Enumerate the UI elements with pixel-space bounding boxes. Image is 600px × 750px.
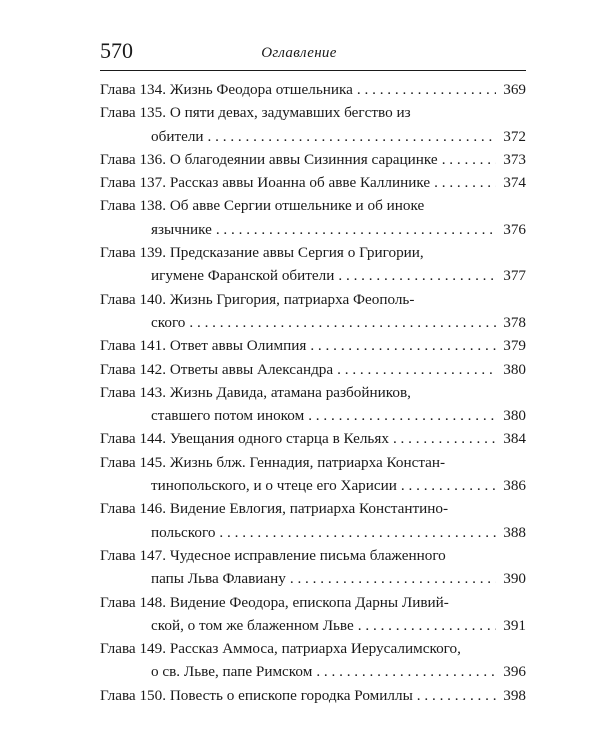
toc-entry-line [100,684,526,707]
toc-entry-title: Глава 144. Увещания одного старца в Кельях [100,430,389,448]
toc-entry [100,497,526,544]
toc-entry-title: польского [151,523,216,541]
toc-entry-title: тинопольского, и о чтеце его Харисии [151,477,397,495]
dot-leader [417,684,496,707]
toc-entry-line [100,497,526,520]
toc-entry [100,78,526,101]
toc-entry-title: Глава 142. Ответы аввы Александра [100,360,334,378]
toc-entry [100,288,526,335]
toc-entry-line [100,381,526,404]
toc-entry-title: Глава 140. Жизнь Григория, патриарха Феополь- [100,290,415,308]
toc-entry [100,194,526,241]
dot-leader [208,125,496,148]
toc-entry-title: Глава 150. Повесть о епископе городка Ромиллы [100,686,413,704]
toc-entry-continuation [100,125,526,148]
toc-entry-title: ской, о том же блаженном Льве [151,616,354,634]
toc-entry-line [100,427,526,450]
toc-entry-page: 376 [503,220,526,238]
toc-entry-title: Глава 136. О благодеянии аввы Сизинния сарацинке [100,150,438,168]
dot-leader [189,311,496,334]
toc-entry-page: 388 [503,523,526,541]
toc-entry-title: Глава 141. Ответ аввы Олимпия [100,337,307,355]
dot-leader [393,427,496,450]
toc-entry-page: 390 [503,570,526,588]
toc-entry-line [100,288,526,311]
toc-entry-title: Глава 148. Видение Феодора, епископа Дарны Ливий- [100,593,449,611]
dot-leader [442,148,496,171]
page-header [100,38,498,68]
toc-entry-continuation [100,474,526,497]
toc-entry-page: 372 [503,127,526,145]
toc-entry-page: 380 [503,360,526,378]
toc-entry-page: 380 [503,407,526,425]
toc-entry-line [100,101,526,124]
toc-entry-title: о св. Льве, папе Римском [151,663,313,681]
toc-entry-continuation [100,521,526,544]
toc-entry-page: 396 [503,663,526,681]
dot-leader [308,404,496,427]
toc-entry-continuation [100,614,526,637]
toc-entry-line [100,78,526,101]
dot-leader [338,264,496,287]
toc-entry-line [100,591,526,614]
dot-leader [219,521,496,544]
running-title: Оглавление [261,45,337,61]
toc-entry-continuation [100,264,526,287]
toc-entry-continuation [100,567,526,590]
toc-entry-title: Глава 143. Жизнь Давида, атамана разбойников, [100,383,411,401]
toc-entry-page: 374 [503,174,526,192]
toc-entry-line [100,358,526,381]
dot-leader [310,334,496,357]
toc-entry-title: язычнике [151,220,212,238]
dot-leader [290,567,496,590]
dot-leader [216,218,496,241]
toc-entry-line [100,241,526,264]
toc-entry [100,241,526,288]
toc-entry-page: 379 [503,337,526,355]
toc-entry-continuation [100,660,526,683]
toc-entry-title: Глава 149. Рассказ Аммоса, патриарха Иерусалимского, [100,640,461,658]
toc-entry-page: 373 [503,150,526,168]
toc-entry-line [100,148,526,171]
toc-entry-continuation [100,218,526,241]
toc-entry-title: ставшего потом иноком [151,407,305,425]
toc-entry-title: Глава 146. Видение Евлогия, патриарха Константино- [100,500,449,518]
toc-entry-line [100,334,526,357]
toc-entry [100,381,526,428]
toc-entry [100,427,526,450]
dot-leader [401,474,496,497]
toc-entry [100,544,526,591]
toc-entry-page: 398 [503,686,526,704]
toc-entry-line [100,194,526,217]
toc-entry [100,171,526,194]
toc-entry-continuation [100,311,526,334]
toc-entry-page: 384 [503,430,526,448]
toc-entry-page: 391 [503,616,526,634]
toc-entry [100,451,526,498]
toc-entry-line [100,637,526,660]
dot-leader [434,171,496,194]
toc-entry-title: Глава 134. Жизнь Феодора отшельника [100,81,353,98]
toc-entry-continuation [100,404,526,427]
toc-entry-title: Глава 135. О пяти девах, задумавших бегство из [100,104,411,122]
toc-entry [100,101,526,148]
dot-leader [316,660,496,683]
toc-entry-title: Глава 138. Об авве Сергии отшельнике и об иноке [100,197,425,215]
toc-entry [100,148,526,171]
toc-entry-title: Глава 145. Жизнь блж. Геннадия, патриарха Констан- [100,453,446,471]
toc-entry-title: Глава 147. Чудесное исправление письма блаженного [100,546,446,564]
toc-entry-title: игумене Фаранской обители [151,267,335,285]
toc-entry-title: папы Льва Флавиану [151,570,286,588]
table-of-contents [100,78,526,707]
dot-leader [337,358,496,381]
toc-entry-page: 386 [503,477,526,495]
toc-entry-title: обители [151,127,204,145]
dot-leader [357,78,496,101]
page-number: 570 [100,38,133,63]
toc-entry-page: 377 [503,267,526,285]
toc-entry [100,684,526,707]
header-rule [100,70,526,71]
toc-entry-title: Глава 139. Предсказание аввы Сергия о Григории, [100,244,424,262]
toc-entry [100,358,526,381]
toc-entry [100,591,526,638]
toc-entry-title: ского [151,313,186,331]
toc-entry-line [100,544,526,567]
dot-leader [358,614,496,637]
toc-entry-page: 378 [503,313,526,331]
toc-entry [100,637,526,684]
toc-entry-page: 369 [503,81,526,98]
toc-entry [100,334,526,357]
toc-entry-line [100,451,526,474]
toc-entry-line [100,171,526,194]
toc-entry-title: Глава 137. Рассказ аввы Иоанна об авве Каллинике [100,174,431,192]
